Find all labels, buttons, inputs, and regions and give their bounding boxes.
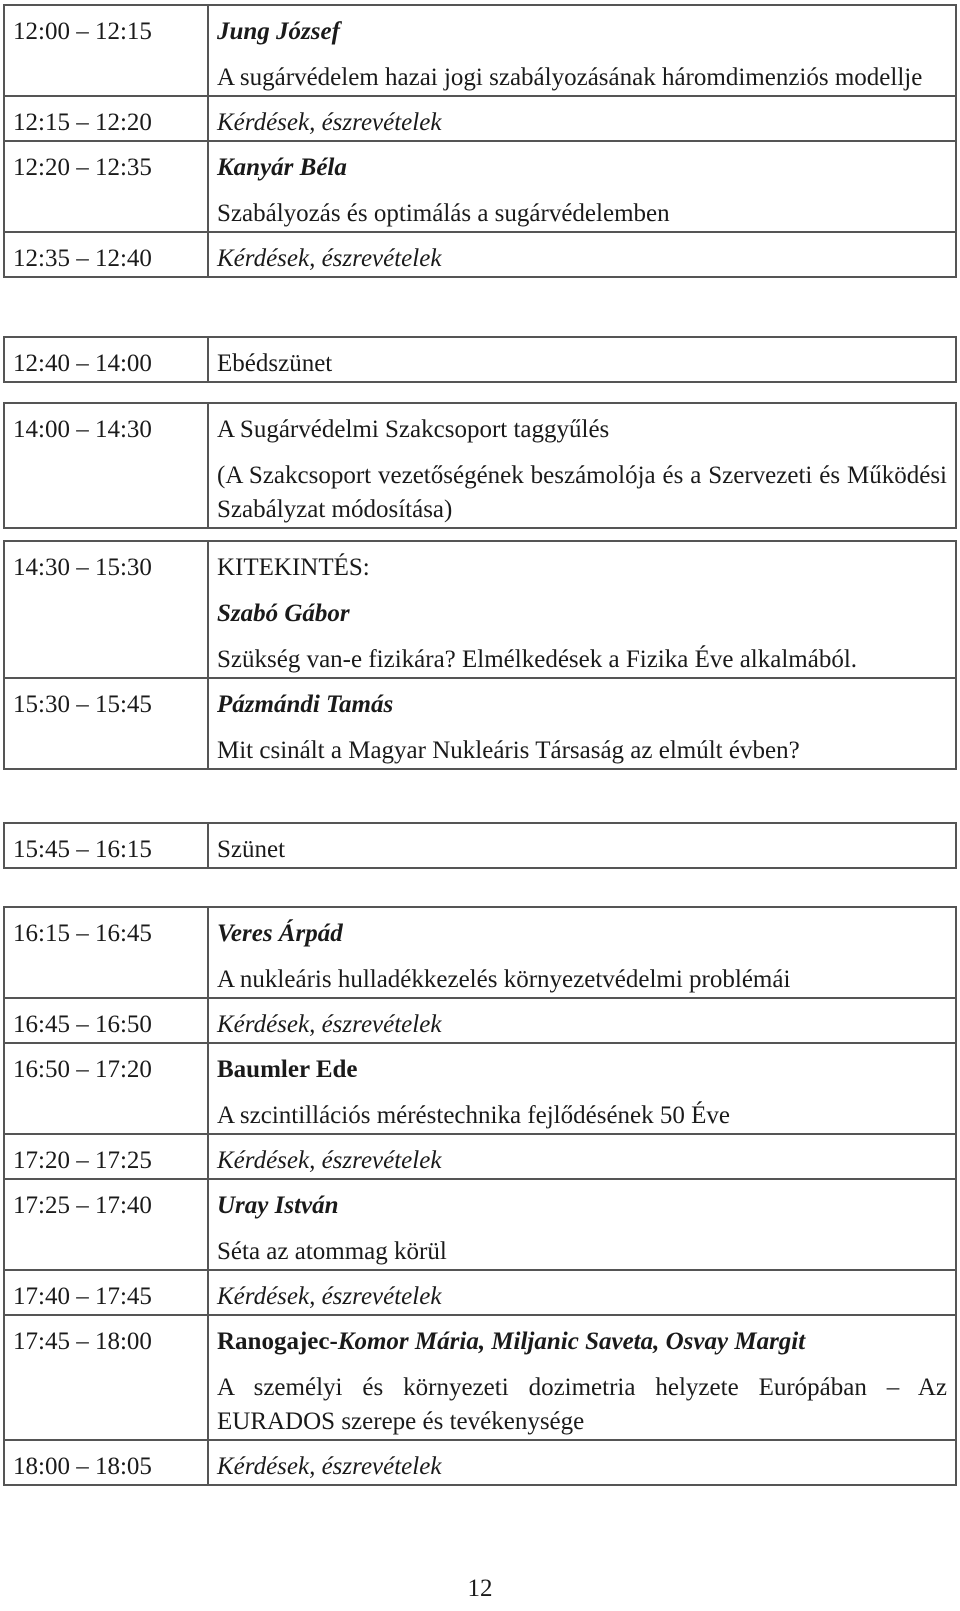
schedule-row xyxy=(4,5,956,96)
talk-title: Szabályozás és optimálás a sugárvédelemben xyxy=(217,200,670,227)
time-slot: 18:00 – 18:05 xyxy=(4,1440,208,1485)
time-slot: 16:50 – 17:20 xyxy=(4,1043,208,1134)
time-slot: 14:00 – 14:30 xyxy=(4,403,208,528)
session-content xyxy=(208,1270,956,1315)
speaker-name-part: Komor Mária, Miljanic Saveta, Osvay Margit xyxy=(337,1328,806,1355)
speaker-name: Uray István xyxy=(217,1192,339,1219)
time-slot: 17:20 – 17:25 xyxy=(4,1134,208,1179)
speaker-name: Kanyár Béla xyxy=(217,154,347,181)
schedule-table xyxy=(3,822,957,869)
schedule-table xyxy=(3,402,957,529)
schedule-table xyxy=(3,336,957,383)
time-slot: 12:00 – 12:15 xyxy=(4,5,208,96)
schedule-table xyxy=(3,906,957,1486)
session-content xyxy=(208,337,956,382)
session-label: Ebédszünet xyxy=(217,350,333,377)
talk-title: Mit csinált a Magyar Nukleáris Társaság az elmúlt évben? xyxy=(217,737,800,764)
session-content xyxy=(208,907,956,998)
session-content xyxy=(208,678,956,769)
session-content xyxy=(208,232,956,277)
session-content xyxy=(208,1134,956,1179)
talk-title: A személyi és környezeti dozimetria helyzete Európában – Az EURADOS szerepe és tevékenysége xyxy=(217,1374,947,1435)
schedule-row xyxy=(4,403,956,528)
schedule-table xyxy=(3,4,957,278)
questions-label: Kérdések, észrevételek xyxy=(217,1011,442,1038)
speaker-name: Jung József xyxy=(217,18,340,45)
time-slot: 17:25 – 17:40 xyxy=(4,1179,208,1270)
time-slot: 12:20 – 12:35 xyxy=(4,141,208,232)
schedule-row xyxy=(4,96,956,141)
session-content xyxy=(208,1315,956,1440)
talk-title: (A Szakcsoport vezetőségének beszámolója és a Szervezeti és Működési Szabályzat módosítása) xyxy=(217,462,947,523)
session-content xyxy=(208,5,956,96)
time-slot: 16:15 – 16:45 xyxy=(4,907,208,998)
session-content xyxy=(208,1440,956,1485)
talk-title: Szükség van-e fizikára? Elmélkedések a Fizika Éve alkalmából. xyxy=(217,646,858,673)
time-slot: 14:30 – 15:30 xyxy=(4,541,208,678)
schedule-table xyxy=(3,540,957,770)
time-slot: 17:45 – 18:00 xyxy=(4,1315,208,1440)
speaker-name: Baumler Ede xyxy=(217,1056,358,1083)
time-slot: 15:45 – 16:15 xyxy=(4,823,208,868)
speaker-name: Veres Árpád xyxy=(217,920,343,947)
schedule-row xyxy=(4,823,956,868)
session-content xyxy=(208,403,956,528)
session-content xyxy=(208,96,956,141)
time-slot: 16:45 – 16:50 xyxy=(4,998,208,1043)
schedule-row xyxy=(4,1134,956,1179)
schedule-row xyxy=(4,141,956,232)
talk-title: A sugárvédelem hazai jogi szabályozásának háromdimenziós modellje xyxy=(217,64,923,91)
time-slot: 12:35 – 12:40 xyxy=(4,232,208,277)
time-slot: 17:40 – 17:45 xyxy=(4,1270,208,1315)
time-slot: 12:40 – 14:00 xyxy=(4,337,208,382)
session-content xyxy=(208,541,956,678)
schedule-row xyxy=(4,1043,956,1134)
schedule-row xyxy=(4,678,956,769)
page-number: 12 xyxy=(467,1575,493,1602)
questions-label: Kérdések, észrevételek xyxy=(217,1147,442,1174)
session-content xyxy=(208,1043,956,1134)
schedule-row xyxy=(4,1315,956,1440)
questions-label: Kérdések, észrevételek xyxy=(217,109,442,136)
time-slot: 12:15 – 12:20 xyxy=(4,96,208,141)
session-content xyxy=(208,998,956,1043)
speaker-name-part: Ranogajec- xyxy=(217,1328,338,1355)
schedule-row xyxy=(4,998,956,1043)
session-label: Szünet xyxy=(217,836,286,863)
schedule-row xyxy=(4,232,956,277)
session-content xyxy=(208,823,956,868)
schedule-row xyxy=(4,907,956,998)
questions-label: Kérdések, észrevételek xyxy=(217,1283,442,1310)
questions-label: Kérdések, észrevételek xyxy=(217,1453,442,1480)
time-slot: 15:30 – 15:45 xyxy=(4,678,208,769)
session-label: A Sugárvédelmi Szakcsoport taggyűlés xyxy=(217,416,610,443)
talk-title: A nukleáris hulladékkezelés környezetvédelmi problémái xyxy=(217,966,791,993)
questions-label: Kérdések, észrevételek xyxy=(217,245,442,272)
talk-title: Séta az atommag körül xyxy=(217,1238,447,1265)
schedule-row xyxy=(4,541,956,678)
talk-title: A szcintillációs méréstechnika fejlődésének 50 Éve xyxy=(217,1102,731,1129)
schedule-row xyxy=(4,337,956,382)
schedule-row xyxy=(4,1179,956,1270)
schedule-row xyxy=(4,1270,956,1315)
schedule-row xyxy=(4,1440,956,1485)
session-content xyxy=(208,1179,956,1270)
speaker-names xyxy=(217,1325,947,1359)
speaker-name: Szabó Gábor xyxy=(217,600,350,627)
speaker-name: Pázmándi Tamás xyxy=(217,691,394,718)
session-content xyxy=(208,141,956,232)
session-label: KITEKINTÉS: xyxy=(217,554,370,581)
